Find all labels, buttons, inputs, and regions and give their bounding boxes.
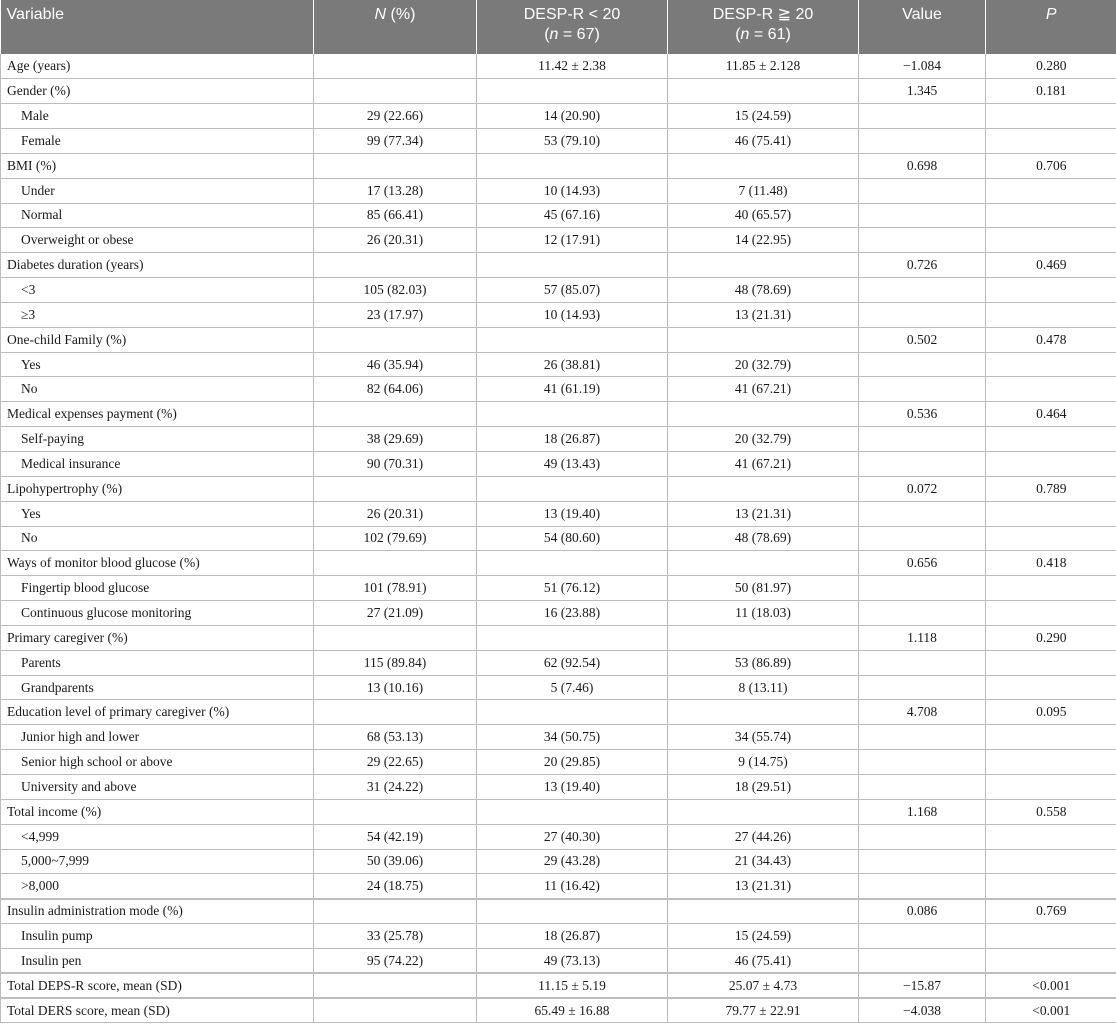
table-row <box>1 849 1116 874</box>
p-cell <box>986 824 1116 849</box>
n-percent-cell: 26 (20.31) <box>314 501 477 526</box>
desp-low-cell <box>477 899 668 924</box>
table-row <box>1 327 1116 352</box>
variable-cell: Continuous glucose monitoring <box>1 601 314 626</box>
variable-cell: 5,000~7,999 <box>1 849 314 874</box>
variable-cell: Overweight or obese <box>1 228 314 253</box>
variable-cell: <4,999 <box>1 824 314 849</box>
n-percent-cell <box>314 153 477 178</box>
table-row <box>1 178 1116 203</box>
p-cell: 0.418 <box>986 551 1116 576</box>
variable-cell: Primary caregiver (%) <box>1 625 314 650</box>
n-percent-cell: 29 (22.66) <box>314 104 477 129</box>
desp-low-cell: 54 (80.60) <box>477 526 668 551</box>
desp-high-cell: 48 (78.69) <box>668 526 859 551</box>
table-row <box>1 427 1116 452</box>
desp-high-cell: 25.07 ± 4.73 <box>668 973 859 998</box>
desp-low-cell <box>477 153 668 178</box>
variable-cell: No <box>1 526 314 551</box>
table-row <box>1 998 1116 1023</box>
header-desp-high-n: n <box>740 26 750 43</box>
desp-low-cell: 13 (19.40) <box>477 501 668 526</box>
n-percent-cell: 82 (64.06) <box>314 377 477 402</box>
value-cell: −4.038 <box>859 998 986 1023</box>
desp-high-cell: 46 (75.41) <box>668 948 859 973</box>
header-value: Value <box>859 0 986 54</box>
n-percent-cell: 13 (10.16) <box>314 675 477 700</box>
n-percent-cell: 54 (42.19) <box>314 824 477 849</box>
value-cell: 0.656 <box>859 551 986 576</box>
desp-high-cell <box>668 551 859 576</box>
desp-low-cell: 14 (20.90) <box>477 104 668 129</box>
value-cell: 1.345 <box>859 79 986 104</box>
desp-high-cell <box>668 899 859 924</box>
variable-cell: Parents <box>1 650 314 675</box>
n-percent-cell <box>314 700 477 725</box>
desp-high-cell <box>668 402 859 427</box>
table-header <box>1 0 1116 54</box>
value-cell <box>859 576 986 601</box>
p-cell: <0.001 <box>986 973 1116 998</box>
table-row <box>1 253 1116 278</box>
table-row <box>1 874 1116 899</box>
desp-high-cell <box>668 153 859 178</box>
table-row <box>1 79 1116 104</box>
value-cell <box>859 501 986 526</box>
variable-cell: Medical expenses payment (%) <box>1 402 314 427</box>
p-cell <box>986 526 1116 551</box>
p-cell <box>986 452 1116 477</box>
desp-low-cell: 29 (43.28) <box>477 849 668 874</box>
n-percent-cell <box>314 476 477 501</box>
desp-low-cell <box>477 327 668 352</box>
n-percent-cell <box>314 327 477 352</box>
p-cell <box>986 948 1116 973</box>
value-cell <box>859 601 986 626</box>
desp-high-cell <box>668 799 859 824</box>
variable-cell: Male <box>1 104 314 129</box>
desp-low-cell <box>477 799 668 824</box>
n-percent-cell: 115 (89.84) <box>314 650 477 675</box>
header-p: P <box>986 0 1116 54</box>
desp-high-cell: 13 (21.31) <box>668 501 859 526</box>
table-row <box>1 228 1116 253</box>
p-cell <box>986 924 1116 949</box>
n-percent-cell: 68 (53.13) <box>314 725 477 750</box>
variable-cell: Under <box>1 178 314 203</box>
p-cell <box>986 576 1116 601</box>
table-row <box>1 899 1116 924</box>
desp-high-cell <box>668 327 859 352</box>
desp-low-cell <box>477 79 668 104</box>
value-cell <box>859 228 986 253</box>
variable-cell: Insulin pen <box>1 948 314 973</box>
desp-high-cell: 20 (32.79) <box>668 352 859 377</box>
p-cell <box>986 750 1116 775</box>
n-percent-cell: 24 (18.75) <box>314 874 477 899</box>
value-cell <box>859 278 986 303</box>
table-row <box>1 54 1116 79</box>
desp-high-cell: 53 (86.89) <box>668 650 859 675</box>
header-n-rest: (%) <box>386 6 416 23</box>
p-cell: 0.280 <box>986 54 1116 79</box>
n-percent-cell <box>314 402 477 427</box>
desp-low-cell <box>477 700 668 725</box>
desp-low-cell: 5 (7.46) <box>477 675 668 700</box>
p-cell <box>986 650 1116 675</box>
table-row <box>1 675 1116 700</box>
variable-cell: Yes <box>1 501 314 526</box>
value-cell: 0.502 <box>859 327 986 352</box>
p-cell <box>986 874 1116 899</box>
desp-high-cell <box>668 625 859 650</box>
variable-cell: BMI (%) <box>1 153 314 178</box>
n-percent-cell <box>314 54 477 79</box>
desp-low-cell: 62 (92.54) <box>477 650 668 675</box>
variable-cell: Self-paying <box>1 427 314 452</box>
n-percent-cell: 23 (17.97) <box>314 302 477 327</box>
p-cell <box>986 104 1116 129</box>
desp-high-cell <box>668 476 859 501</box>
desp-low-cell: 34 (50.75) <box>477 725 668 750</box>
value-cell: 1.118 <box>859 625 986 650</box>
desp-high-cell: 41 (67.21) <box>668 452 859 477</box>
desp-low-cell: 27 (40.30) <box>477 824 668 849</box>
value-cell: −1.084 <box>859 54 986 79</box>
desp-low-cell: 45 (67.16) <box>477 203 668 228</box>
p-cell <box>986 203 1116 228</box>
table-row <box>1 278 1116 303</box>
n-percent-cell <box>314 625 477 650</box>
desp-high-cell: 8 (13.11) <box>668 675 859 700</box>
desp-low-cell: 11.15 ± 5.19 <box>477 973 668 998</box>
n-percent-cell: 95 (74.22) <box>314 948 477 973</box>
desp-low-cell: 65.49 ± 16.88 <box>477 998 668 1023</box>
n-percent-cell: 29 (22.65) <box>314 750 477 775</box>
desp-high-cell: 50 (81.97) <box>668 576 859 601</box>
n-percent-cell: 17 (13.28) <box>314 178 477 203</box>
desp-high-cell: 48 (78.69) <box>668 278 859 303</box>
value-cell <box>859 924 986 949</box>
p-cell <box>986 302 1116 327</box>
p-cell: 0.095 <box>986 700 1116 725</box>
table-row <box>1 973 1116 998</box>
variable-cell: Fingertip blood glucose <box>1 576 314 601</box>
value-cell: 0.726 <box>859 253 986 278</box>
p-cell <box>986 129 1116 154</box>
n-percent-cell <box>314 79 477 104</box>
desp-low-cell: 11 (16.42) <box>477 874 668 899</box>
table-row <box>1 526 1116 551</box>
desp-high-cell: 9 (14.75) <box>668 750 859 775</box>
n-percent-cell <box>314 973 477 998</box>
desp-low-cell: 16 (23.88) <box>477 601 668 626</box>
desp-low-cell: 12 (17.91) <box>477 228 668 253</box>
header-desp-high-label: DESP-R ≧ 20 <box>712 6 814 23</box>
value-cell <box>859 650 986 675</box>
desp-high-cell: 79.77 ± 22.91 <box>668 998 859 1023</box>
variable-cell: Gender (%) <box>1 79 314 104</box>
table-row <box>1 824 1116 849</box>
value-cell <box>859 427 986 452</box>
n-percent-cell <box>314 551 477 576</box>
desp-low-cell: 20 (29.85) <box>477 750 668 775</box>
desp-low-cell <box>477 253 668 278</box>
desp-high-cell <box>668 700 859 725</box>
desp-high-cell: 27 (44.26) <box>668 824 859 849</box>
desp-high-cell: 7 (11.48) <box>668 178 859 203</box>
desp-high-cell: 20 (32.79) <box>668 427 859 452</box>
variable-cell: Junior high and lower <box>1 725 314 750</box>
desp-low-cell <box>477 625 668 650</box>
value-cell <box>859 104 986 129</box>
header-desp-low-paren: ( <box>544 26 550 43</box>
variable-cell: Total DEPS-R score, mean (SD) <box>1 973 314 998</box>
p-cell: 0.290 <box>986 625 1116 650</box>
value-cell <box>859 352 986 377</box>
variable-cell: Grandparents <box>1 675 314 700</box>
value-cell <box>859 377 986 402</box>
table-row <box>1 799 1116 824</box>
variable-cell: Senior high school or above <box>1 750 314 775</box>
n-percent-cell: 105 (82.03) <box>314 278 477 303</box>
header-desp-low-count: = 67) <box>558 26 600 43</box>
desp-low-cell: 26 (38.81) <box>477 352 668 377</box>
desp-high-cell: 21 (34.43) <box>668 849 859 874</box>
desp-high-cell <box>668 253 859 278</box>
desp-high-cell: 41 (67.21) <box>668 377 859 402</box>
value-cell <box>859 302 986 327</box>
value-cell <box>859 824 986 849</box>
header-desp-low-n: n <box>549 26 559 43</box>
desp-high-cell: 15 (24.59) <box>668 924 859 949</box>
table-row <box>1 104 1116 129</box>
variable-cell: Yes <box>1 352 314 377</box>
desp-high-cell: 15 (24.59) <box>668 104 859 129</box>
p-cell: <0.001 <box>986 998 1116 1023</box>
variable-cell: Insulin administration mode (%) <box>1 899 314 924</box>
n-percent-cell: 38 (29.69) <box>314 427 477 452</box>
table-row <box>1 302 1116 327</box>
p-cell <box>986 601 1116 626</box>
table-row <box>1 700 1116 725</box>
p-cell: 0.706 <box>986 153 1116 178</box>
variable-cell: University and above <box>1 774 314 799</box>
desp-low-cell <box>477 551 668 576</box>
table-row <box>1 750 1116 775</box>
n-percent-cell: 31 (24.22) <box>314 774 477 799</box>
n-percent-cell: 27 (21.09) <box>314 601 477 626</box>
table-row <box>1 774 1116 799</box>
p-cell: 0.769 <box>986 899 1116 924</box>
table-row <box>1 625 1116 650</box>
n-percent-cell: 102 (79.69) <box>314 526 477 551</box>
value-cell: 0.086 <box>859 899 986 924</box>
p-cell <box>986 228 1116 253</box>
desp-low-cell: 18 (26.87) <box>477 924 668 949</box>
n-percent-cell: 99 (77.34) <box>314 129 477 154</box>
value-cell <box>859 750 986 775</box>
desp-low-cell: 18 (26.87) <box>477 427 668 452</box>
p-cell <box>986 774 1116 799</box>
table-row <box>1 203 1116 228</box>
p-cell <box>986 377 1116 402</box>
value-cell: 1.168 <box>859 799 986 824</box>
n-percent-cell <box>314 998 477 1023</box>
table-row <box>1 153 1116 178</box>
desp-low-cell: 41 (61.19) <box>477 377 668 402</box>
desp-low-cell: 51 (76.12) <box>477 576 668 601</box>
desp-high-cell: 13 (21.31) <box>668 302 859 327</box>
p-cell <box>986 725 1116 750</box>
desp-low-cell: 57 (85.07) <box>477 278 668 303</box>
table-row <box>1 725 1116 750</box>
value-cell: 4.708 <box>859 700 986 725</box>
p-cell <box>986 427 1116 452</box>
desp-low-cell: 53 (79.10) <box>477 129 668 154</box>
p-cell: 0.469 <box>986 253 1116 278</box>
p-cell: 0.478 <box>986 327 1116 352</box>
desp-high-cell: 11 (18.03) <box>668 601 859 626</box>
value-cell <box>859 526 986 551</box>
value-cell <box>859 725 986 750</box>
n-percent-cell: 90 (70.31) <box>314 452 477 477</box>
variable-cell: Total DERS score, mean (SD) <box>1 998 314 1023</box>
variable-cell: Diabetes duration (years) <box>1 253 314 278</box>
n-percent-cell: 50 (39.06) <box>314 849 477 874</box>
table-row <box>1 501 1116 526</box>
p-cell <box>986 675 1116 700</box>
desp-low-cell: 11.42 ± 2.38 <box>477 54 668 79</box>
n-percent-cell <box>314 899 477 924</box>
desp-high-cell: 11.85 ± 2.128 <box>668 54 859 79</box>
variable-cell: ≥3 <box>1 302 314 327</box>
n-percent-cell: 101 (78.91) <box>314 576 477 601</box>
table-row <box>1 650 1116 675</box>
p-cell: 0.789 <box>986 476 1116 501</box>
n-percent-cell <box>314 799 477 824</box>
table-row <box>1 576 1116 601</box>
desp-low-cell: 49 (73.13) <box>477 948 668 973</box>
header-desp-high-count: = 61) <box>749 26 791 43</box>
header-n-percent <box>314 0 477 54</box>
table-row <box>1 377 1116 402</box>
variable-cell: One-child Family (%) <box>1 327 314 352</box>
header-desp-low-label: DESP-R < 20 <box>523 6 621 23</box>
variable-cell: >8,000 <box>1 874 314 899</box>
n-percent-cell: 46 (35.94) <box>314 352 477 377</box>
p-cell <box>986 178 1116 203</box>
desp-high-cell: 34 (55.74) <box>668 725 859 750</box>
variable-cell: Medical insurance <box>1 452 314 477</box>
value-cell <box>859 675 986 700</box>
table-row <box>1 402 1116 427</box>
n-percent-cell: 85 (66.41) <box>314 203 477 228</box>
variable-cell: Age (years) <box>1 54 314 79</box>
desp-low-cell <box>477 476 668 501</box>
header-variable: Variable <box>1 0 314 54</box>
value-cell: 0.698 <box>859 153 986 178</box>
p-cell: 0.464 <box>986 402 1116 427</box>
value-cell <box>859 849 986 874</box>
variable-cell: Insulin pump <box>1 924 314 949</box>
n-percent-cell: 26 (20.31) <box>314 228 477 253</box>
p-cell <box>986 501 1116 526</box>
p-cell <box>986 278 1116 303</box>
p-cell <box>986 849 1116 874</box>
table-row <box>1 476 1116 501</box>
n-percent-cell: 33 (25.78) <box>314 924 477 949</box>
table-row <box>1 924 1116 949</box>
table-row <box>1 948 1116 973</box>
p-cell: 0.181 <box>986 79 1116 104</box>
table-body <box>1 54 1116 1023</box>
header-n-italic: N <box>374 6 387 23</box>
value-cell <box>859 178 986 203</box>
value-cell <box>859 203 986 228</box>
table-row <box>1 551 1116 576</box>
desp-high-cell: 40 (65.57) <box>668 203 859 228</box>
value-cell: 0.536 <box>859 402 986 427</box>
value-cell <box>859 948 986 973</box>
table-row <box>1 601 1116 626</box>
variable-cell: Education level of primary caregiver (%) <box>1 700 314 725</box>
value-cell <box>859 452 986 477</box>
header-desp-low <box>477 0 668 54</box>
desp-low-cell <box>477 402 668 427</box>
variable-cell: <3 <box>1 278 314 303</box>
value-cell <box>859 774 986 799</box>
variable-cell: Ways of monitor blood glucose (%) <box>1 551 314 576</box>
variable-cell: No <box>1 377 314 402</box>
variable-cell: Female <box>1 129 314 154</box>
n-percent-cell <box>314 253 477 278</box>
variable-cell: Lipohypertrophy (%) <box>1 476 314 501</box>
value-cell: 0.072 <box>859 476 986 501</box>
desp-high-cell: 18 (29.51) <box>668 774 859 799</box>
p-cell: 0.558 <box>986 799 1116 824</box>
value-cell <box>859 129 986 154</box>
p-cell <box>986 352 1116 377</box>
desp-high-cell: 46 (75.41) <box>668 129 859 154</box>
value-cell <box>859 874 986 899</box>
table-row <box>1 129 1116 154</box>
table-row <box>1 352 1116 377</box>
variable-cell: Normal <box>1 203 314 228</box>
table-row <box>1 452 1116 477</box>
variable-cell: Total income (%) <box>1 799 314 824</box>
desp-high-cell: 13 (21.31) <box>668 874 859 899</box>
header-row <box>1 0 1116 54</box>
header-desp-high-paren: ( <box>735 26 741 43</box>
desp-low-cell: 10 (14.93) <box>477 178 668 203</box>
value-cell: −15.87 <box>859 973 986 998</box>
header-desp-high <box>668 0 859 54</box>
desp-high-cell: 14 (22.95) <box>668 228 859 253</box>
desp-low-cell: 10 (14.93) <box>477 302 668 327</box>
desp-low-cell: 49 (13.43) <box>477 452 668 477</box>
desp-low-cell: 13 (19.40) <box>477 774 668 799</box>
desp-high-cell <box>668 79 859 104</box>
